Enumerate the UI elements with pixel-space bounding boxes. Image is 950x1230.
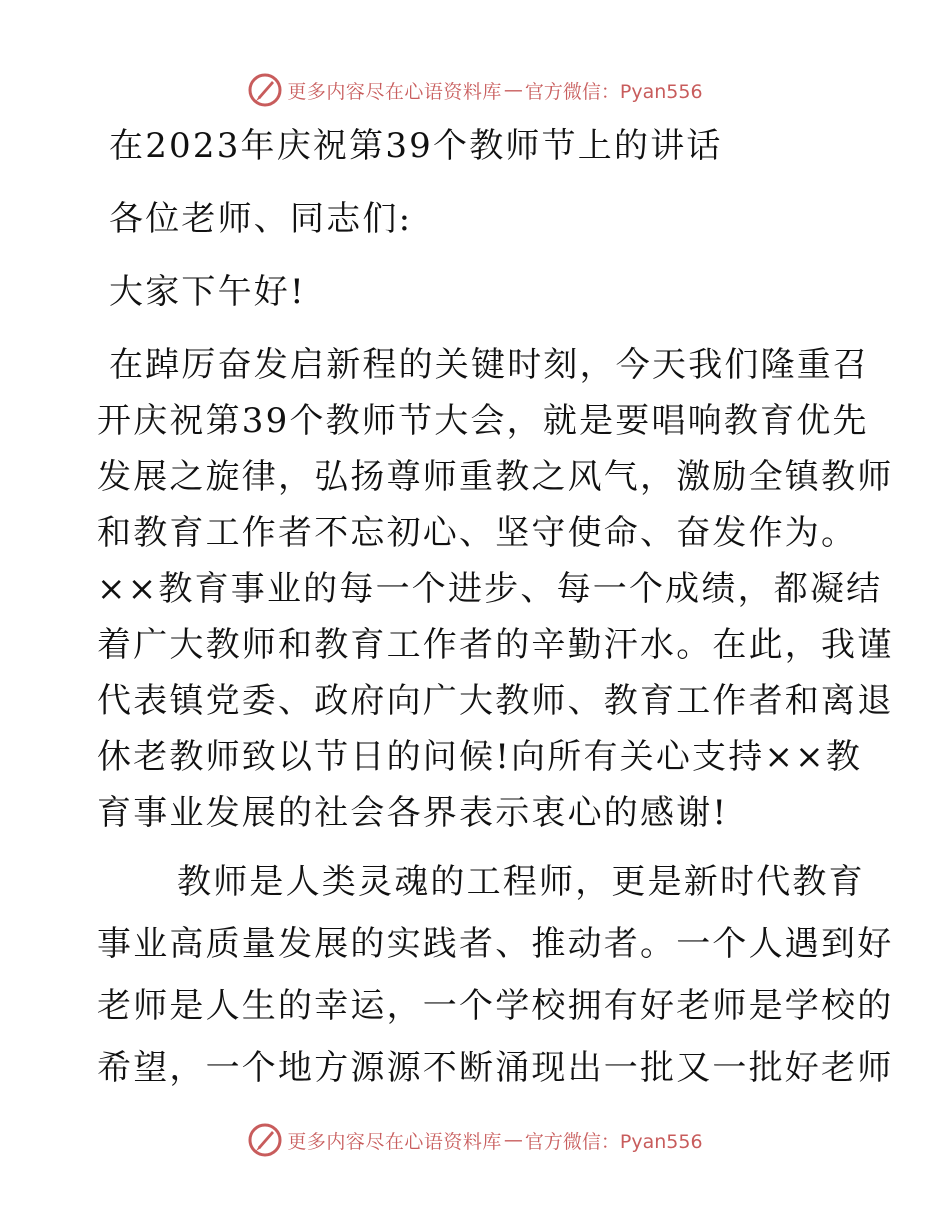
paragraph-line: 代表镇党委、政府向广大教师、教育工作者和离退 <box>97 681 894 721</box>
paragraph-line: 和教育工作者不忘初心、坚守使命、奋发作为。 <box>97 513 858 553</box>
paragraph-line: 着广大教师和教育工作者的辛勤汗水。在此，我谨 <box>97 625 894 665</box>
watermark-separator: — <box>503 79 523 101</box>
paragraph-line: ××教育事业的每一个进步、每一个成绩，都凝结 <box>97 569 883 609</box>
paragraph-2 <box>97 851 894 1099</box>
paragraph-line: 育事业发展的社会各界表示衷心的感谢! <box>97 793 729 833</box>
paragraph-1 <box>97 337 894 841</box>
quill-logo-icon <box>247 72 283 108</box>
paragraph-line: 希望，一个地方源源不断涌现出一批又一批好老师 <box>97 1048 894 1088</box>
quill-logo-icon <box>247 1122 283 1158</box>
greeting-line: 各位老师、同志们: <box>109 199 413 239</box>
document-title: 在2023年庆祝第39个教师节上的讲话 <box>109 126 723 166</box>
paragraph-line: 事业高质量发展的实践者、推动者。一个人遇到好 <box>97 924 894 964</box>
paragraph-line: 开庆祝第39个教师节大会，就是要唱响教育优先 <box>97 401 869 441</box>
header-watermark <box>0 70 950 110</box>
watermark-wechat-text: 官方微信：Pyan556 <box>524 1130 703 1153</box>
paragraph-line: 教师是人类灵魂的工程师，更是新时代教育 <box>177 862 865 902</box>
paragraph-line: 发展之旋律，弘扬尊师重教之风气，激励全镇教师 <box>97 457 894 497</box>
paragraph-line: 在踔厉奋发启新程的关键时刻，今天我们隆重召 <box>109 345 870 385</box>
watermark-separator: — <box>503 1129 523 1151</box>
footer-watermark <box>0 1120 950 1160</box>
document-body <box>97 118 894 1099</box>
watermark-brand-text: 更多内容尽在心语资料库 <box>287 1130 502 1153</box>
salutation-line: 大家下午好! <box>109 272 306 312</box>
paragraph-line: 休老教师致以节日的问候!向所有关心支持××教 <box>97 737 863 777</box>
watermark-brand-text: 更多内容尽在心语资料库 <box>287 80 502 103</box>
watermark-wechat-text: 官方微信：Pyan556 <box>524 80 703 103</box>
paragraph-line: 老师是人生的幸运，一个学校拥有好老师是学校的 <box>97 986 894 1026</box>
